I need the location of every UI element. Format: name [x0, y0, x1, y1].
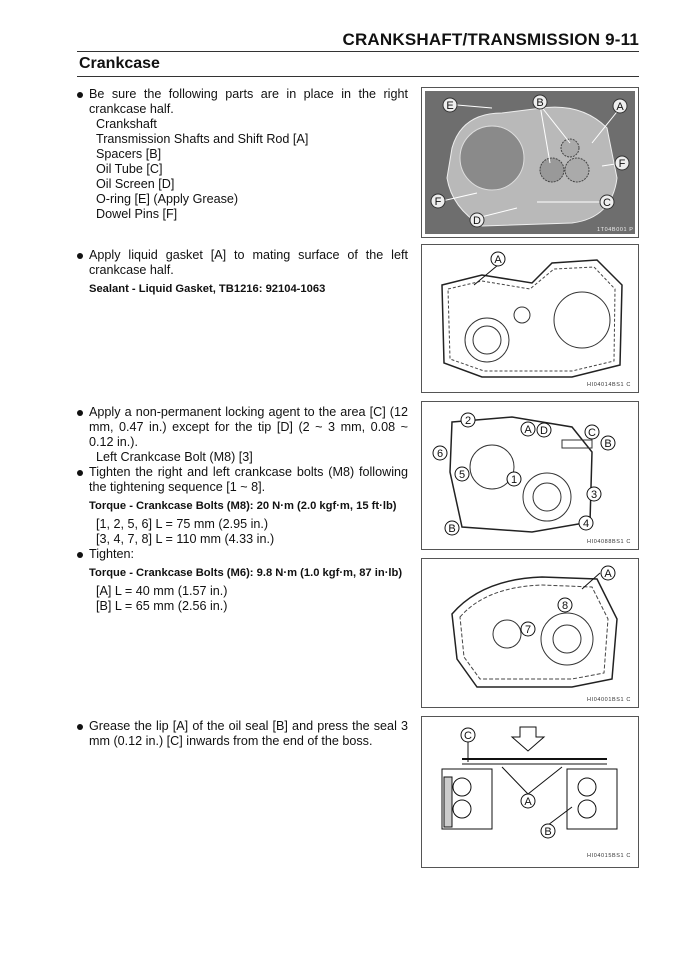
figure-oil-seal	[421, 716, 639, 868]
bullet-text: Apply a non-permanent locking agent to the area [C] (12 mm, 0.47 in.) except for the tip [D] (2 ~ 3 mm, 0.08 ~ 0.12 in.).	[75, 405, 408, 450]
callout-label: C	[603, 197, 611, 209]
bolt-length: [B] L = 65 mm (2.56 in.)	[96, 599, 228, 613]
sealant-spec: Sealant - Liquid Gasket, TB1216: 92104-1063	[89, 283, 326, 295]
callout-label: D	[540, 425, 548, 437]
callout-label: A	[524, 424, 532, 436]
part-item: Transmission Shafts and Shift Rod [A]	[96, 132, 309, 146]
callout-label: A	[524, 796, 532, 808]
bullet-text: Grease the lip [A] of the oil seal [B] and press the seal 3 mm (0.12 in.) [C] inwards from the end of the boss.	[75, 719, 408, 749]
callout-label: A	[616, 101, 624, 113]
callout-label: B	[604, 438, 612, 450]
callout-label: 7	[524, 624, 532, 636]
figure-id: 1T04B001 P	[597, 227, 634, 233]
callout-label: 4	[582, 518, 590, 530]
bolt-length: [A] L = 40 mm (1.57 in.)	[96, 584, 228, 598]
callout-label: A	[604, 568, 612, 580]
callout-label: B	[544, 826, 552, 838]
figure-m6-bolts	[421, 558, 639, 708]
step-oil-seal	[75, 719, 408, 749]
callout-label: C	[464, 730, 472, 742]
callout-label: C	[588, 427, 596, 439]
callout-label: 5	[458, 469, 466, 481]
figure-id: HI04001BS1 C	[587, 697, 631, 703]
figure-right-crankcase-photo	[421, 87, 639, 238]
header-rule	[77, 51, 639, 52]
callout-label: A	[494, 254, 502, 266]
callout-label: 3	[590, 489, 598, 501]
callout-label: B	[536, 97, 544, 109]
callout-label: F	[618, 158, 626, 170]
step-crankcase-bolts	[75, 405, 408, 614]
page-header: CRANKSHAFT/TRANSMISSION 9-11	[342, 30, 639, 49]
figure-id: HI04014BS1 C	[587, 382, 631, 388]
torque-spec-m6: Torque - Crankcase Bolts (M6): 9.8 N·m (1.0 kgf·m, 87 in·lb)	[89, 567, 403, 579]
figure-id: HI04015BS1 C	[587, 853, 631, 859]
part-item: Oil Tube [C]	[96, 162, 163, 176]
section-rule	[77, 76, 639, 77]
part-item: Crankshaft	[96, 117, 157, 131]
bolt-length: [3, 4, 7, 8] L = 110 mm (4.33 in.)	[96, 532, 275, 546]
torque-spec-m8: Torque - Crankcase Bolts (M8): 20 N·m (2.0 kgf·m, 15 ft·lb)	[89, 500, 397, 512]
bullet-text: Be sure the following parts are in place in the right crankcase half.	[75, 87, 408, 117]
part-item: Oil Screen [D]	[96, 177, 175, 191]
callout-label: 2	[464, 415, 472, 427]
bullet-text: Tighten:	[75, 547, 408, 562]
part-item: Spacers [B]	[96, 147, 162, 161]
callout-label: 8	[561, 600, 569, 612]
figure-id: HI04088BS1 C	[587, 539, 631, 545]
part-item: Dowel Pins [F]	[96, 207, 178, 221]
callout-label: F	[434, 196, 442, 208]
part-item: O-ring [E] (Apply Grease)	[96, 192, 239, 206]
callout-label: D	[473, 215, 481, 227]
callout-label: 1	[510, 474, 518, 486]
section-title: Crankcase	[79, 55, 160, 72]
figure-liquid-gasket	[421, 244, 639, 393]
callout-label: B	[448, 523, 456, 535]
callout-label: E	[446, 100, 454, 112]
bolt-length: [1, 2, 5, 6] L = 75 mm (2.95 in.)	[96, 517, 269, 531]
step-parts-check	[75, 87, 408, 222]
callout-label: 6	[436, 448, 444, 460]
bullet-text: Apply liquid gasket [A] to mating surface of the left crankcase half.	[75, 248, 408, 278]
sub-text: Left Crankcase Bolt (M8) [3]	[96, 450, 253, 464]
step-liquid-gasket	[75, 248, 408, 300]
bullet-text: Tighten the right and left crankcase bolts (M8) following the tightening sequence [1 ~ 8].	[75, 465, 408, 495]
figure-bolt-sequence	[421, 401, 639, 550]
